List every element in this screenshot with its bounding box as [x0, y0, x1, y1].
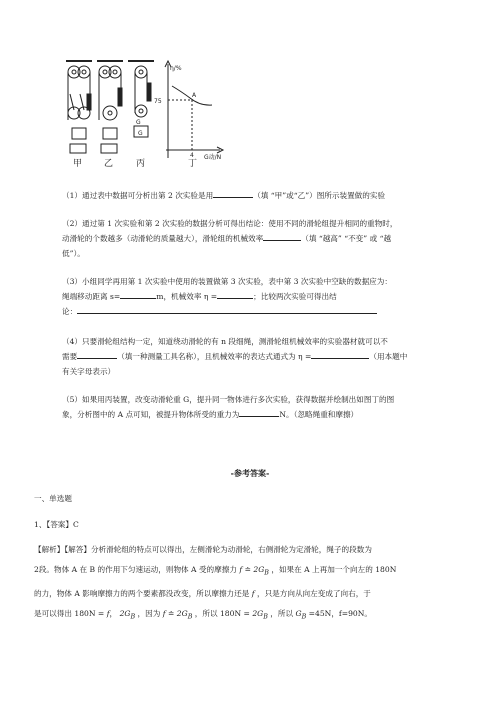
question-3 — [62, 274, 462, 319]
figure-label-yi: 乙 — [104, 159, 114, 169]
formula-subscript: B — [187, 613, 193, 621]
graph-y-tick: 75 — [154, 98, 162, 105]
question-5 — [62, 392, 462, 422]
separator: ， — [109, 608, 118, 618]
formula-subscript: B — [263, 613, 268, 621]
explanation-line-4h: =45N，f=90N。 — [308, 608, 372, 618]
question-3-line-3: 论： — [62, 307, 78, 316]
answer-blank[interactable] — [217, 289, 253, 299]
figure-label-jia: 甲 — [73, 159, 83, 169]
explanation — [34, 540, 474, 627]
question-4-line-3: 有关字母表示） — [62, 367, 116, 376]
formula-subscript: B — [130, 613, 136, 621]
question-1 — [62, 188, 462, 203]
graph-x-axis-label: G动/N — [204, 154, 222, 161]
graph-y-axis-label: η/% — [170, 65, 182, 72]
section-heading: 一、单选题 — [34, 494, 72, 503]
explanation-line-2a: 2段。物体 A 在 B 的作用下匀速运动，则物体 A 受的摩擦力 — [34, 565, 237, 574]
question-2-line-1: （2）通过第 1 次实验和第 2 次实验的数据分析可得出结论：使用不同的滑轮组提升相同的重物时， — [62, 219, 398, 228]
graph-x-tick: 4 — [190, 152, 194, 159]
answer-blank[interactable] — [213, 188, 253, 198]
question-5-line-1: （5）如果用丙装置，改变动滑轮重 G，提升同一物体进行多次实验，获得数据并绘制出如图丁的图 — [62, 395, 395, 404]
formula: G — [295, 608, 302, 618]
explanation-line-3a: 的力，物体 A 影响摩擦力的两个要素都没改变，所以摩擦力还是 — [34, 588, 250, 598]
answer-blank[interactable] — [263, 231, 301, 241]
formula-subscript: B — [264, 569, 269, 577]
explanation-line-1: 【解析】【解答】分析滑轮组的特点可以得出，左侧滑轮为动滑轮，右侧滑轮为定滑轮，绳子的段数为 — [34, 545, 372, 554]
explanation-line-2b: ，如果在 A 上再加一个向左的 180N — [271, 565, 397, 574]
answer-section-title: -参考答案- — [230, 468, 270, 478]
answer-blank[interactable] — [239, 407, 279, 417]
pulley-figure — [62, 58, 282, 170]
question-5-line-2: 象，分析图中的 A 点可知，被提升物体所受的重力为 — [62, 410, 240, 419]
approx-equals-icon: ≐ — [167, 608, 175, 618]
question-3-line-2c: ；比较两次实验可得出结 — [253, 292, 337, 301]
answer-blank[interactable] — [120, 289, 156, 299]
question-3-line-1: （3）小组同学再用第 1 次实验中使用的装置做第 3 次实验，表中第 3 次实验中空缺的数据应为： — [62, 277, 392, 286]
question-1-text-b: （填 “甲”或“乙”）图所示装置做的实验 — [253, 191, 386, 200]
question-4 — [62, 334, 462, 379]
question-4-line-2c: （用本题中 — [369, 352, 408, 361]
answer-blank[interactable] — [311, 349, 369, 359]
approx-equals-icon: ≐ — [244, 565, 251, 574]
question-3-line-2a: 绳端移动距离 s= — [62, 292, 121, 301]
friction-symbol: f — [239, 565, 243, 574]
explanation-line-4a: 是可以得出 180N = — [34, 608, 105, 618]
question-2-line-2a: 动滑轮的个数越多（动滑轮的质量越大），滑轮组的机械效率 — [62, 234, 264, 243]
formula: 2G — [119, 608, 131, 618]
explanation-line-4d: ，因为 — [137, 608, 161, 618]
formula: 2G — [176, 608, 188, 618]
formula: 2G — [253, 565, 265, 574]
friction-symbol: f — [162, 608, 166, 618]
pulley-mark-g1: G — [136, 119, 141, 126]
question-4-line-2a: 需要 — [62, 352, 78, 361]
formula-subscript: B — [301, 613, 307, 621]
graph-point-label: A — [192, 92, 197, 99]
question-3-line-2b: m，机械效率 η = — [156, 292, 218, 301]
question-1-text-a: （1）通过表中数据可分析出第 2 次实验是用 — [62, 191, 214, 200]
question-2 — [62, 216, 462, 261]
formula: 2G — [252, 608, 264, 618]
answer-blank[interactable] — [77, 304, 377, 314]
figure-label-bing: 丙 — [136, 159, 146, 169]
pulley-diagram — [62, 58, 282, 170]
pulley-mark-g2: G — [138, 130, 143, 137]
answer-1: 1、【答案】C — [34, 520, 79, 529]
answer-blank[interactable] — [77, 349, 117, 359]
question-2-line-2b: （填 “越高” “不变” 或 “越 — [301, 234, 392, 243]
figure-label-ding: 丁 — [188, 159, 198, 169]
question-4-line-2b: （填一种测量工具名称），且机械效率的表达式通式为 η = — [117, 352, 312, 361]
question-4-line-1: （4）只要滑轮组结构一定，知道绕动滑轮的有 n 段细绳，测滑轮组机械效率的实验器材就可以不 — [62, 337, 388, 346]
explanation-line-4g: ，所以 — [270, 608, 294, 618]
explanation-line-3b: ，只是方向从向左变成了向右，于 — [257, 588, 371, 598]
explanation-line-4e: ，所以 180N = — [194, 608, 250, 618]
friction-symbol: f — [251, 588, 255, 598]
question-2-line-3: 低”）。 — [62, 249, 85, 258]
question-5-line-2b: N。（忽略绳重和摩擦） — [279, 410, 359, 419]
friction-symbol: f — [106, 608, 110, 618]
